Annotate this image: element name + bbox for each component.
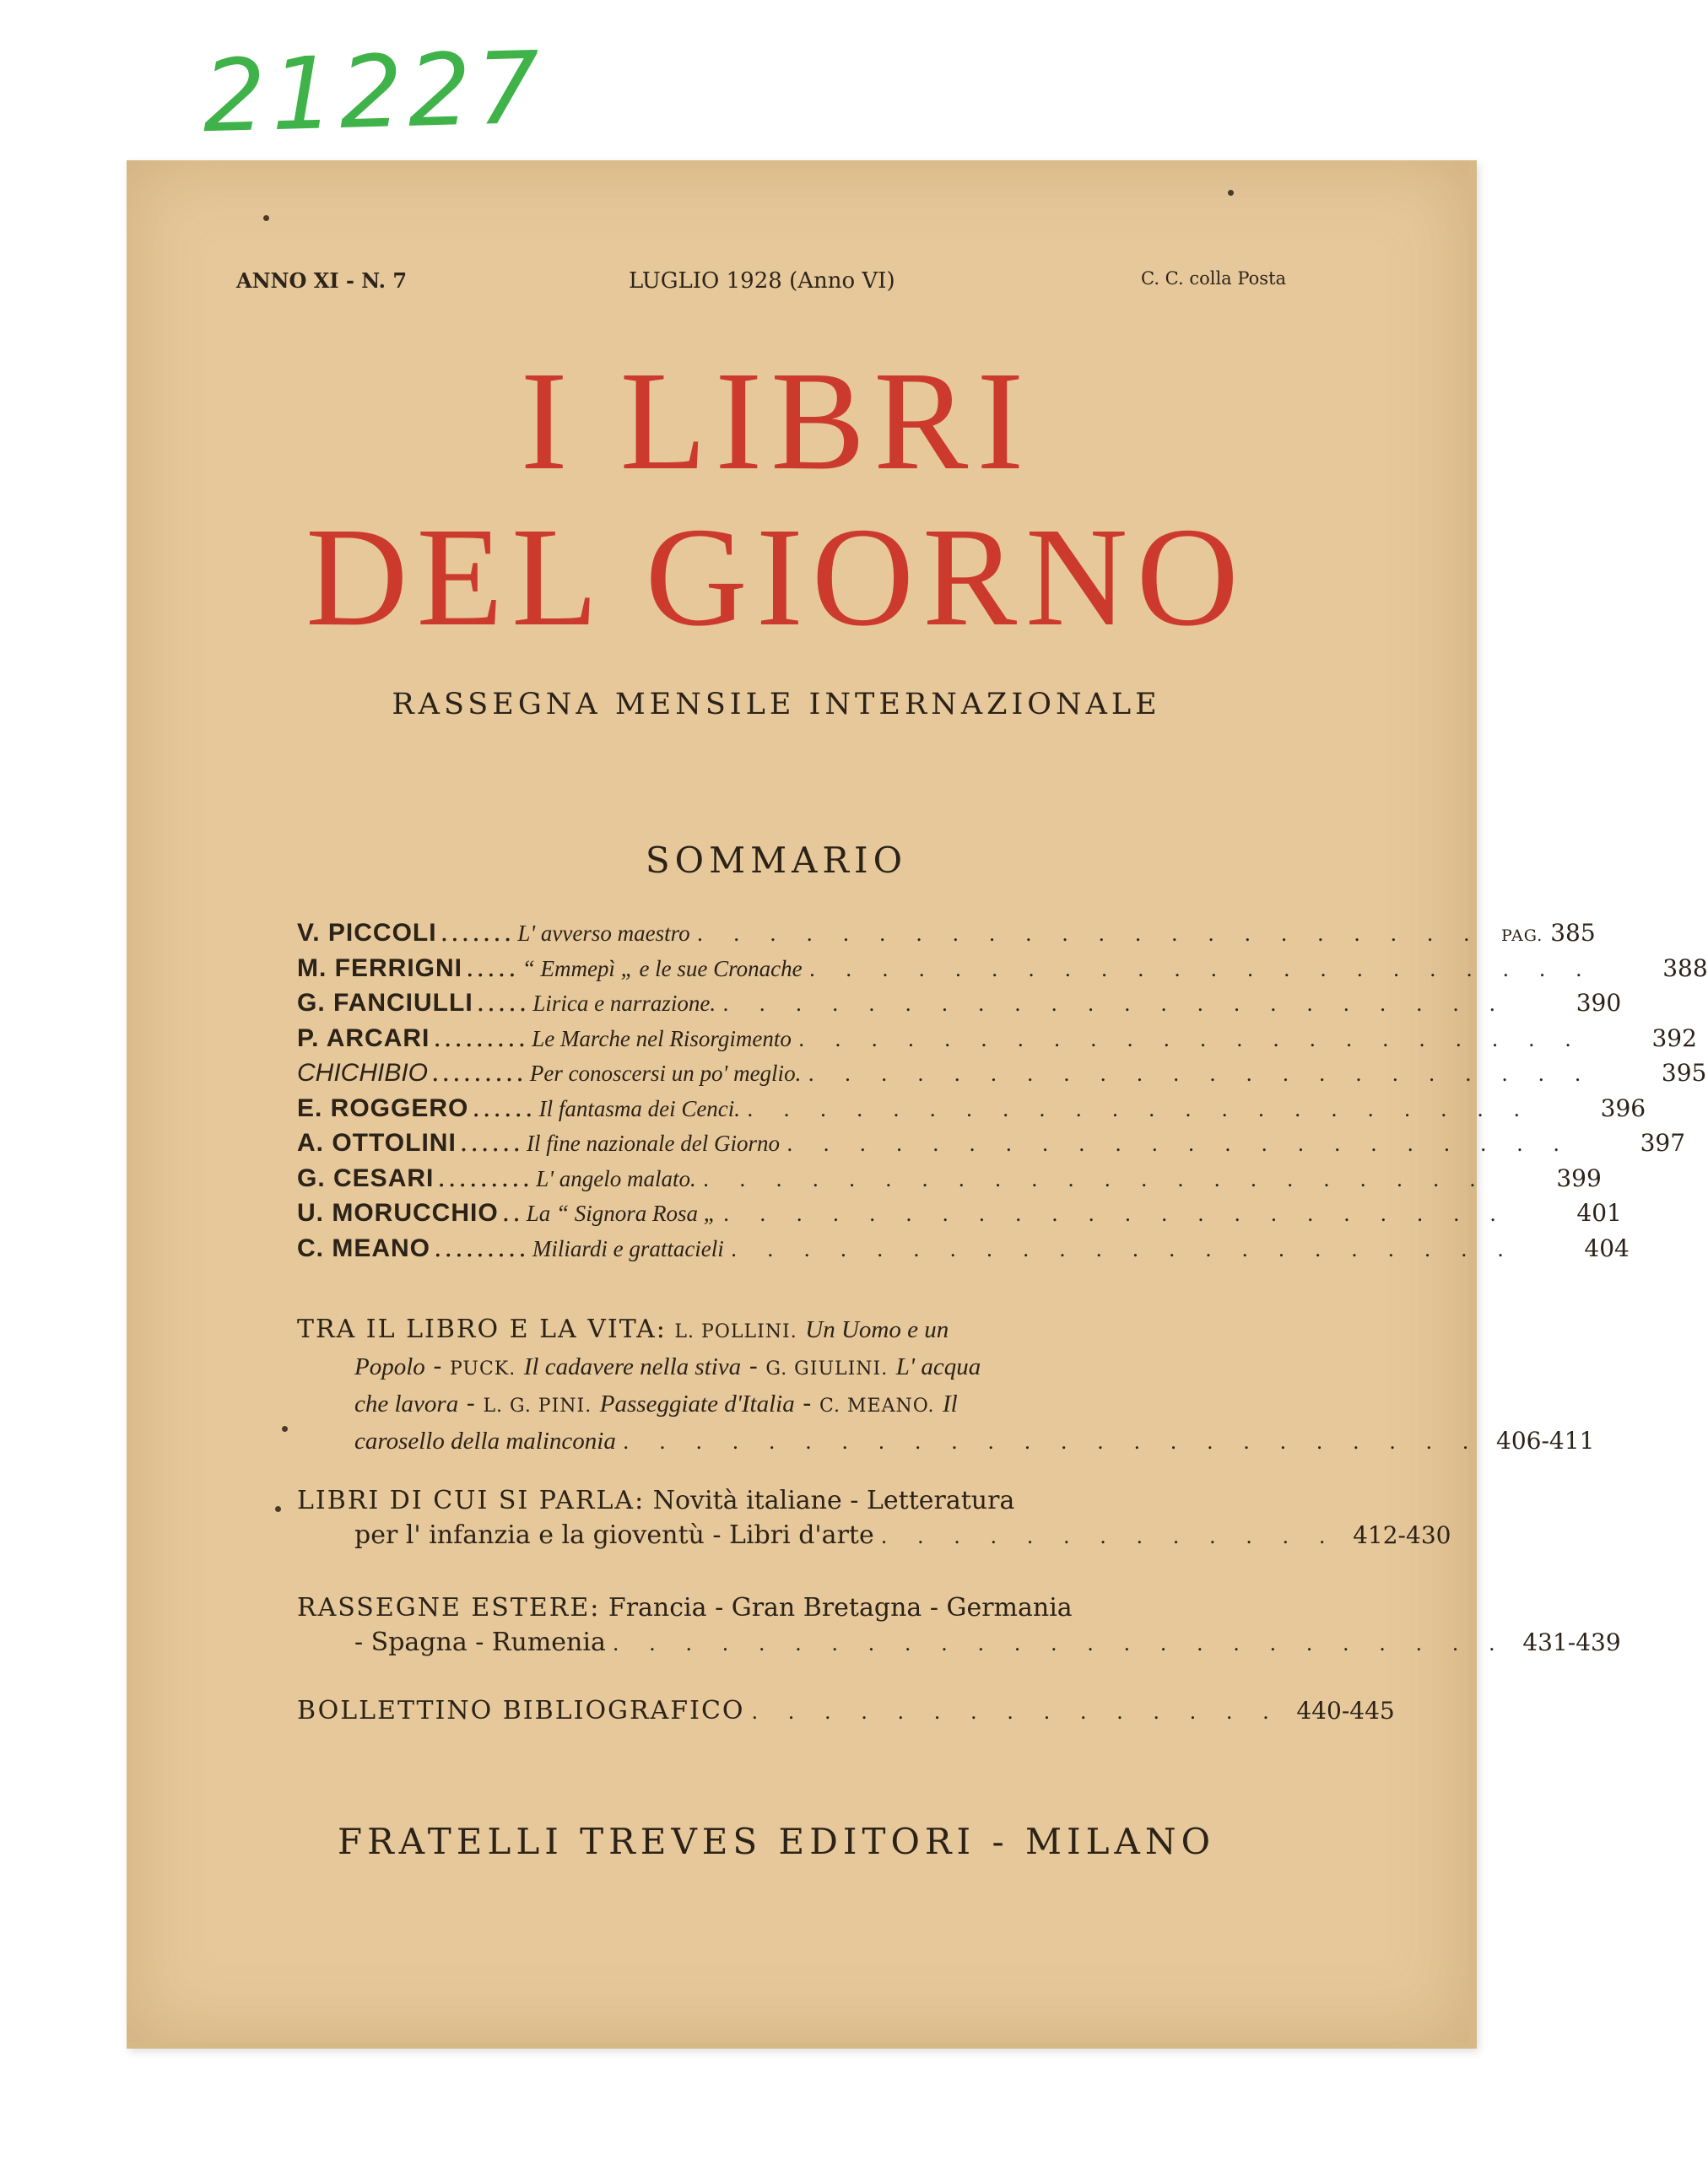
section-title: Passeggiate d'Italia [599, 1390, 795, 1418]
section-rassegne [297, 1590, 1621, 1661]
section-author: C. MEANO. [819, 1396, 935, 1417]
section-line [297, 1625, 1621, 1661]
toc-title: Lirica e narrazione. [532, 991, 716, 1016]
toc-author: G. FANCIULLI [297, 989, 473, 1017]
toc-row [297, 1093, 1646, 1129]
toc-title: Le Marche nel Risorgimento [532, 1025, 792, 1051]
toc-leader: . . . . . . . . . . . . . . . . . . . . . . [808, 1062, 1593, 1086]
section-title: Un Uomo e un [805, 1316, 949, 1343]
section-pages: 431-439 [1522, 1628, 1621, 1656]
toc-page: 392 [1651, 1023, 1697, 1052]
postal-note: C. C. colla Posta [1141, 268, 1287, 289]
section-tra-il-libro [297, 1312, 1595, 1460]
toc-row [297, 1023, 1697, 1059]
toc-leader: . . . . . . . . . . . . . . . . . . . . . . [747, 1097, 1532, 1121]
section-title: L' acqua [895, 1353, 981, 1380]
toc-author: U. MORUCCHIO [297, 1199, 499, 1227]
toc-author: M. FERRIGNI [297, 953, 462, 982]
section-pages: 406-411 [1496, 1427, 1595, 1455]
toc-title: Il fine nazionale del Giorno [527, 1131, 780, 1156]
handwritten-number: 21227 [201, 29, 547, 155]
toc-title: “ Emmepì „ e le sue Cronache [522, 955, 803, 981]
toc-page: 395 [1661, 1059, 1707, 1087]
toc-dots: ......... [431, 1058, 527, 1088]
sommario-heading: SOMMARIO [645, 840, 908, 881]
page-prefix: PAG. [1501, 926, 1543, 945]
section-line [297, 1693, 1395, 1730]
toc-title: Il fantasma dei Cenci. [538, 1095, 741, 1121]
section-pages: 440-445 [1296, 1697, 1395, 1725]
subtitle: RASSEGNA MENSILE INTERNAZIONALE [392, 688, 1161, 721]
title-line-2: DEL GIORNO [305, 499, 1247, 656]
section-text: Novità italiane - Letteratura [652, 1486, 1015, 1515]
toc-row [297, 918, 1596, 953]
toc-row [297, 1198, 1622, 1234]
section-line: Popolo - PUCK. Il cadavere nella stiva - G. GIULINI. L' acqua [297, 1349, 1235, 1386]
toc-page: 397 [1640, 1129, 1686, 1157]
toc-title: L' angelo malato. [536, 1165, 696, 1191]
section-heading: BOLLETTINO BIBLIOGRAFICO [297, 1696, 745, 1725]
toc-title: Miliardi e grattacieli [532, 1235, 724, 1261]
toc-author: C. MEANO [297, 1234, 430, 1262]
section-text: Francia - Gran Bretagna - Germania [608, 1593, 1073, 1623]
toc-row [297, 988, 1622, 1023]
section-author: L. G. PINI. [483, 1396, 592, 1417]
section-heading: RASSEGNE ESTERE: [297, 1593, 601, 1623]
toc-row [297, 1163, 1602, 1199]
toc-page: 396 [1600, 1094, 1646, 1122]
section-title: Il [943, 1390, 958, 1418]
toc-dots: .. [501, 1198, 523, 1228]
toc-leader: . . . . . . . . . . . . . . . . . . . . . . [808, 957, 1594, 981]
toc-leader: . . . . . . . . . . . . . . . . . . . . . . [797, 1027, 1583, 1051]
section-title: carosello della malinconia [354, 1428, 616, 1455]
section-title: Popolo [354, 1353, 425, 1380]
section-bollettino [297, 1693, 1395, 1730]
toc-leader: . . . . . . . . . . . . . . . . . . . . . . . . [622, 1430, 1481, 1454]
section-libri-di-cui [297, 1483, 1451, 1554]
toc-row [297, 1233, 1630, 1269]
toc-dots: ......... [434, 1233, 529, 1263]
section-line [297, 1483, 1235, 1518]
toc-title: Per conoscersi un po' meglio. [529, 1061, 802, 1086]
issue-number: ANNO XI - N. 7 [236, 268, 408, 293]
page-number: 385 [1550, 919, 1596, 947]
speck [282, 1426, 288, 1432]
toc-leader: . . . . . . . . . . . . . . . . . . . . . . [722, 992, 1508, 1016]
toc-page: 399 [1556, 1164, 1602, 1192]
toc-page: 401 [1576, 1199, 1622, 1227]
section-heading: LIBRI DI CUI SI PARLA: [297, 1486, 646, 1515]
toc-leader: . . . . . . . . . . . . . . . [751, 1700, 1281, 1724]
toc-dots: ...... [459, 1128, 523, 1158]
section-line [297, 1423, 1595, 1460]
toc-page: 404 [1584, 1234, 1630, 1262]
title-line-1: I LIBRI [520, 343, 1033, 500]
section-author: G. GIULINI. [765, 1358, 889, 1380]
toc-author: G. CESARI [297, 1164, 435, 1192]
section-line [297, 1312, 1235, 1349]
toc-dots: ...... [472, 1093, 536, 1123]
toc-row [297, 953, 1708, 989]
toc-page: 388 [1662, 953, 1708, 982]
speck [263, 215, 269, 221]
section-author: L. POLLINI. [674, 1321, 797, 1342]
issue-date: LUGLIO 1928 (Anno VI) [629, 268, 895, 294]
section-title: Il cadavere nella stiva [523, 1353, 742, 1380]
toc-dots: ..... [466, 953, 519, 983]
toc-leader: . . . . . . . . . . . . . . . . . . . . . . [696, 922, 1482, 946]
toc-leader: . . . . . . . . . . . . . . . . . . . . . . . . . [612, 1632, 1507, 1655]
toc-row [297, 1058, 1707, 1094]
table-of-contents [297, 918, 1708, 1268]
speck [275, 1506, 281, 1512]
toc-leader: . . . . . . . . . . . . . . . . . . . . . . [722, 1202, 1508, 1226]
toc-author: CHICHIBIO [297, 1059, 429, 1087]
toc-leader: . . . . . . . . . . . . . . . . . . . . . . [786, 1132, 1572, 1156]
section-pages: 412-430 [1353, 1521, 1451, 1549]
toc-dots: ....... [440, 918, 515, 948]
toc-leader: . . . . . . . . . . . . . . . . . . . . . . [730, 1237, 1516, 1261]
toc-author: A. OTTOLINI [297, 1129, 457, 1157]
toc-title: La “ Signora Rosa „ [526, 1201, 716, 1226]
section-line [297, 1590, 1235, 1625]
toc-page [1482, 919, 1596, 947]
toc-leader: . . . . . . . . . . . . . [880, 1525, 1338, 1548]
section-author: PUCK. [450, 1358, 516, 1380]
speck [1228, 190, 1234, 196]
section-line: che lavora - L. G. PINI. Passeggiate d'Italia - C. MEANO. Il [297, 1386, 1235, 1423]
section-line [297, 1518, 1451, 1554]
toc-author: V. PICCOLI [297, 919, 437, 947]
section-heading: TRA IL LIBRO E LA VITA: [297, 1315, 667, 1344]
toc-leader: . . . . . . . . . . . . . . . . . . . . . . [702, 1167, 1488, 1191]
toc-dots: ......... [437, 1163, 533, 1193]
section-title: che lavora [354, 1390, 459, 1418]
toc-dots: ..... [476, 988, 530, 1018]
section-text: - Spagna - Rumenia [354, 1628, 606, 1657]
toc-author: P. ARCARI [297, 1023, 430, 1052]
toc-page: 390 [1576, 989, 1622, 1017]
section-text: per l' infanzia e la gioventù - Libri d'arte [354, 1520, 874, 1550]
publisher-footer: FRATELLI TREVES EDITORI - MILANO [337, 1821, 1216, 1862]
toc-author: E. ROGGERO [297, 1094, 469, 1122]
toc-dots: ......... [433, 1023, 529, 1053]
toc-row [297, 1128, 1686, 1164]
toc-title: L' avverso maestro [517, 921, 690, 946]
